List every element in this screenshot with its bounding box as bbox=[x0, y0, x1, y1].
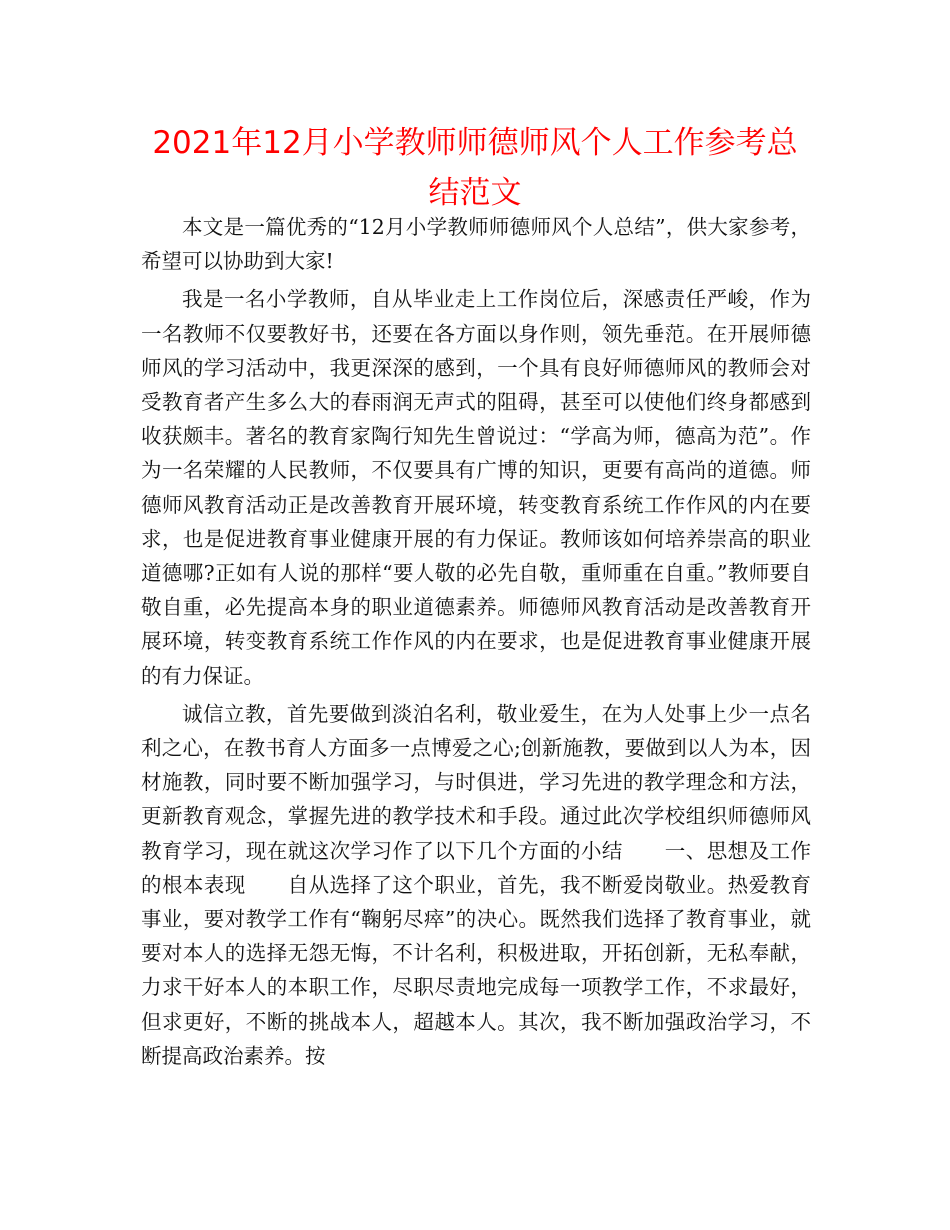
intro-paragraph: 本文是一篇优秀的“12月小学教师师德师风个人总结”，供大家参考，希望可以协助到大家! bbox=[141, 215, 811, 274]
body-paragraph: 诚信立教，首先要做到淡泊名利，敬业爱生，在为人处事上少一点名利之心，在教书育人方面多一点博爱之心;创新施教，要做到以人为本，因材施教，同时要不断加强学习，与时俱进，学习先进的教学理念和方法，更新教育观念，掌握先进的教学技术和手段。通过此次学校组织师德师风教育学习，现在就这次学习作了以下几个方面的小结 一、思想及工作的根本表现 自从选择了这个职业，首先，我不断爱岗敬业。热爱教育事业，要对教学工作有“鞠躬尽瘁”的决心。既然我们选择了教育事业，就要对本人的选择无怨无悔，不计名利，积极进取，开拓创新，无私奉献，力求干好本人的本职工作，尽职尽责地完成每一项教学工作，不求最好，但求更好，不断的挑战本人，超越本人。其次，我不断加强政治学习，不断提高政治素养。按 bbox=[141, 701, 811, 1068]
document-title: 2021年12月小学教师师德师风个人工作参考总结范文 bbox=[152, 125, 798, 211]
document-body bbox=[141, 210, 811, 1073]
body-paragraph: 我是一名小学教师，自从毕业走上工作岗位后，深感责任严峻，作为一名教师不仅要教好书，还要在各方面以身作则，领先垂范。在开展师德师风的学习活动中，我更深深的感到，一个具有良好师德师风的教师会对受教育者产生多么大的春雨润无声式的阻碍，甚至可以使他们终身都感到收获颇丰。著名的教育家陶行知先生曾说过：“学高为师，德高为范”。作为一名荣耀的人民教师，不仅要具有广博的知识，更要有高尚的道德。师德师风教育活动正是改善教育开展环境，转变教育系统工作作风的内在要求，也是促进教育事业健康开展的有力保证。教师该如何培养崇高的职业道德哪?正如有人说的那样“要人敬的必先自敬，重师重在自重。”教师要自敬自重，必先提高本身的职业道德素养。师德师风教育活动是改善教育开展环境，转变教育系统工作作风的内在要求，也是促进教育事业健康开展的有力保证。 bbox=[141, 287, 811, 688]
